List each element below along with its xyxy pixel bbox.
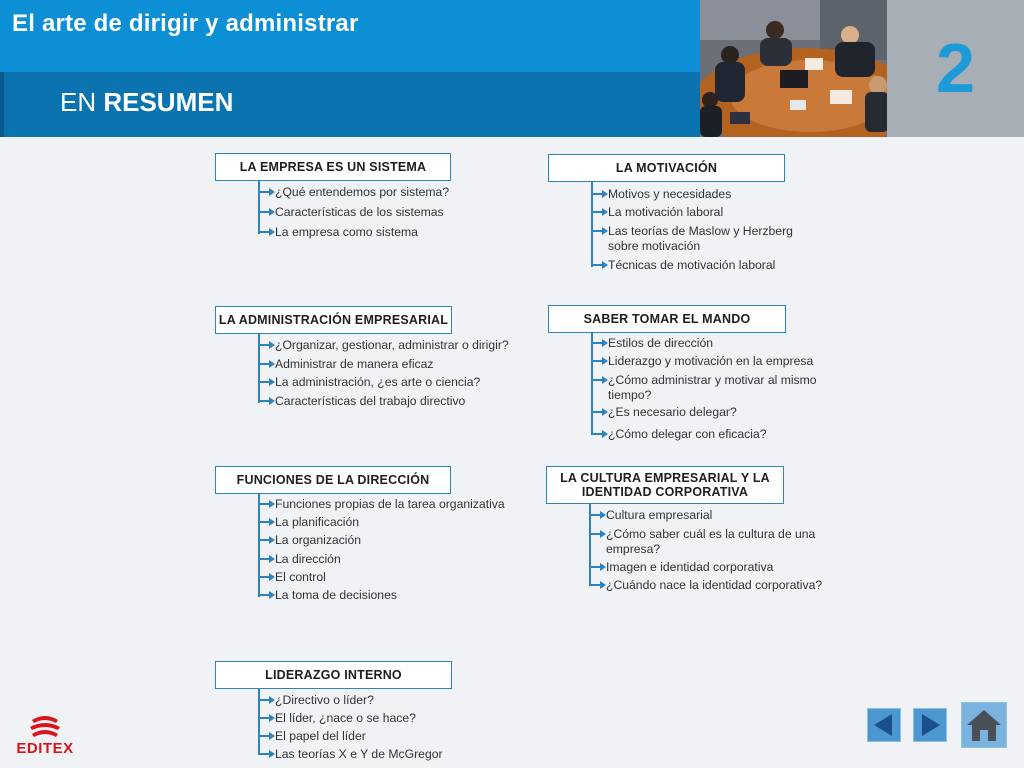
list-item-continuation: empresa? bbox=[606, 542, 661, 556]
arrow-right-icon bbox=[258, 339, 275, 351]
arrow-right-icon bbox=[258, 206, 275, 218]
header-edge bbox=[0, 72, 4, 137]
arrow-right-icon bbox=[258, 395, 275, 407]
section-liderazgo-interno bbox=[215, 661, 535, 768]
arrow-right-icon bbox=[258, 589, 275, 601]
section-title bbox=[546, 466, 784, 504]
list-item: La administración, ¿es arte o ciencia? bbox=[258, 375, 480, 393]
home-button[interactable] bbox=[961, 702, 1007, 748]
list-item: La empresa como sistema bbox=[258, 225, 418, 243]
arrow-right-icon bbox=[258, 748, 275, 760]
arrow-right-icon bbox=[258, 226, 275, 238]
editex-logo bbox=[10, 714, 80, 762]
list-item: La motivación laboral bbox=[591, 205, 723, 223]
arrow-right-icon bbox=[591, 259, 608, 271]
list-item: Técnicas de motivación laboral bbox=[591, 258, 775, 276]
list-item: La toma de decisiones bbox=[258, 588, 397, 606]
slide-title bbox=[60, 87, 233, 118]
section-title: SABER TOMAR EL MANDO bbox=[548, 305, 786, 333]
arrow-right-icon bbox=[258, 553, 275, 565]
arrow-right-icon bbox=[258, 376, 275, 388]
arrow-right-icon bbox=[258, 571, 275, 583]
arrow-right-icon bbox=[258, 712, 275, 724]
previous-slide-button[interactable] bbox=[867, 708, 901, 742]
list-item: El papel del líder bbox=[258, 729, 366, 747]
arrow-right-icon bbox=[589, 528, 606, 540]
list-item-continuation: sobre motivación bbox=[608, 239, 701, 253]
list-item: ¿Qué entendemos por sistema? bbox=[258, 185, 449, 203]
list-item: ¿Cómo administrar y motivar al mismo bbox=[591, 373, 817, 391]
list-item: ¿Cuándo nace la identidad corporativa? bbox=[589, 578, 822, 596]
editex-logo-text: EDITEX bbox=[16, 740, 74, 757]
arrow-right-icon bbox=[589, 579, 606, 591]
list-item: La planificación bbox=[258, 515, 359, 533]
list-item: Las teorías de Maslow y Herzberg bbox=[591, 224, 793, 242]
house-icon bbox=[962, 703, 1006, 747]
section-funciones-direccion bbox=[215, 466, 535, 606]
chapter-number: 2 bbox=[936, 29, 975, 107]
arrow-right-icon bbox=[258, 186, 275, 198]
section-administracion bbox=[215, 306, 535, 416]
meeting-photo-image bbox=[700, 0, 887, 137]
section-title-line: LA CULTURA EMPRESARIAL Y LA bbox=[560, 471, 770, 485]
list-item: Estilos de dirección bbox=[591, 336, 713, 354]
section-motivacion bbox=[548, 154, 848, 279]
editex-logo-mark bbox=[10, 714, 80, 742]
section-title-line: IDENTIDAD CORPORATIVA bbox=[581, 485, 749, 499]
list-item: Administrar de manera eficaz bbox=[258, 357, 434, 375]
list-item: La organización bbox=[258, 533, 361, 551]
presentation-title: El arte de dirigir y administrar bbox=[12, 10, 359, 37]
arrow-right-icon bbox=[591, 206, 608, 218]
arrow-right-icon bbox=[258, 516, 275, 528]
meeting-photo bbox=[700, 0, 887, 137]
header bbox=[0, 0, 1024, 137]
section-title: LA EMPRESA ES UN SISTEMA bbox=[215, 153, 451, 181]
section-tomar-mando bbox=[548, 305, 848, 445]
list-item: Funciones propias de la tarea organizativa bbox=[258, 497, 505, 515]
section-title: LA MOTIVACIÓN bbox=[548, 154, 785, 182]
list-item: Características del trabajo directivo bbox=[258, 394, 465, 412]
arrow-right-icon bbox=[258, 358, 275, 370]
list-item: Imagen e identidad corporativa bbox=[589, 560, 773, 578]
slide-title-prefix: EN bbox=[60, 87, 104, 117]
list-item-continuation: tiempo? bbox=[608, 388, 652, 402]
section-title: LIDERAZGO INTERNO bbox=[215, 661, 452, 689]
section-title: LA ADMINISTRACIÓN EMPRESARIAL bbox=[215, 306, 452, 334]
list-item: Liderazgo y motivación en la empresa bbox=[591, 354, 813, 372]
list-item: ¿Cómo saber cuál es la cultura de una bbox=[589, 527, 815, 545]
next-slide-button[interactable] bbox=[913, 708, 947, 742]
list-item: ¿Organizar, gestionar, administrar o dirigir? bbox=[258, 338, 509, 356]
arrow-right-icon bbox=[258, 730, 275, 742]
triangle-left-icon bbox=[868, 709, 900, 741]
arrow-right-icon bbox=[589, 509, 606, 521]
list-item: La dirección bbox=[258, 552, 341, 570]
list-item: ¿Es necesario delegar? bbox=[591, 405, 737, 423]
arrow-right-icon bbox=[258, 534, 275, 546]
list-item: ¿Cómo delegar con eficacia? bbox=[591, 427, 767, 445]
list-item: El control bbox=[258, 570, 326, 588]
list-item: Características de los sistemas bbox=[258, 205, 444, 223]
slide-title-main: RESUMEN bbox=[103, 87, 234, 117]
list-item: ¿Directivo o líder? bbox=[258, 693, 374, 711]
arrow-right-icon bbox=[589, 561, 606, 573]
section-cultura-empresarial bbox=[546, 466, 846, 601]
arrow-right-icon bbox=[258, 498, 275, 510]
list-item: Cultura empresarial bbox=[589, 508, 712, 526]
arrow-right-icon bbox=[591, 337, 608, 349]
section-empresa-sistema bbox=[215, 153, 515, 243]
arrow-right-icon bbox=[591, 374, 608, 386]
list-item: Motivos y necesidades bbox=[591, 187, 731, 205]
triangle-right-icon bbox=[914, 709, 946, 741]
chapter-box bbox=[887, 0, 1024, 137]
arrow-right-icon bbox=[258, 694, 275, 706]
arrow-right-icon bbox=[591, 355, 608, 367]
list-item: Las teorías X e Y de McGregor bbox=[258, 747, 443, 765]
arrow-right-icon bbox=[591, 428, 608, 440]
arrow-right-icon bbox=[591, 188, 608, 200]
arrow-right-icon bbox=[591, 225, 608, 237]
arrow-right-icon bbox=[591, 406, 608, 418]
section-title: FUNCIONES DE LA DIRECCIÓN bbox=[215, 466, 451, 494]
list-item: El líder, ¿nace o se hace? bbox=[258, 711, 416, 729]
